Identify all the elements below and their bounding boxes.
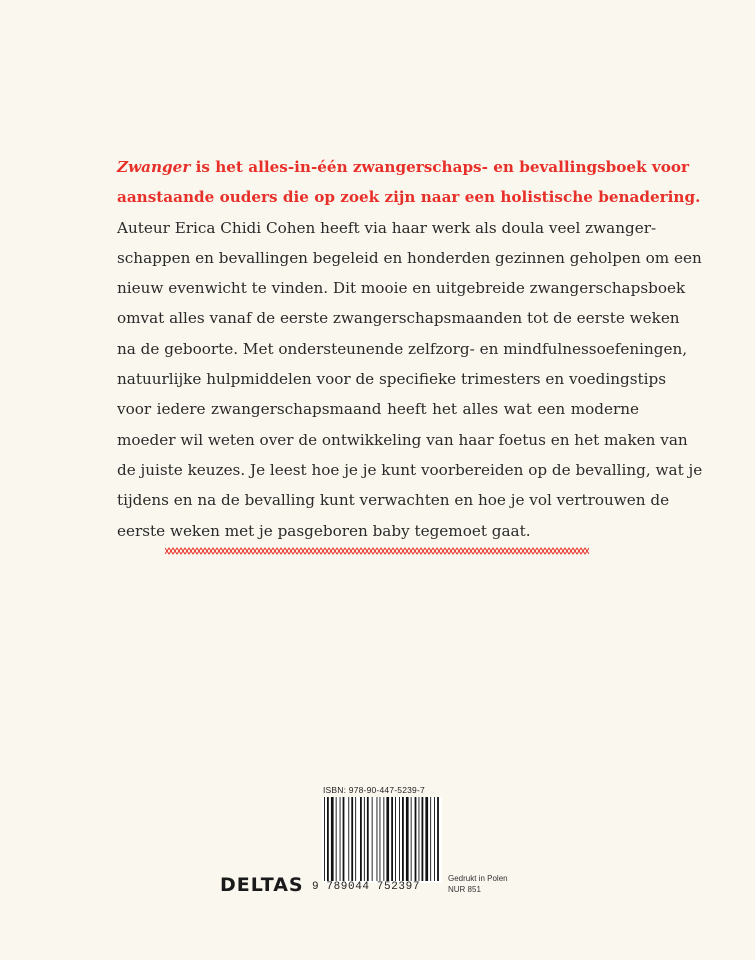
publisher-logo: DELTAS <box>220 874 304 896</box>
barcode <box>322 797 442 883</box>
printed-in-text: Gedrukt in Polen <box>448 874 508 883</box>
isbn-label: ISBN: 978-90-447-5239-7 <box>323 785 425 795</box>
body-line: de juiste keuzes. Je leest hoe je je kunt voorbereiden op de bevalling, wat je <box>117 460 703 479</box>
book-title: Zwanger <box>117 158 191 176</box>
body-line: Auteur Erica Chidi Cohen heeft via haar werk als doula veel zwanger- <box>117 218 657 237</box>
body-line: omvat alles vanaf de eerste zwangerschapsmaanden tot de eerste weken <box>117 309 680 328</box>
nur-code: NUR 851 <box>448 885 481 894</box>
body-line: voor iedere zwangerschapsmaand heeft het alles wat een moderne <box>117 400 639 419</box>
back-cover-blurb <box>117 152 703 546</box>
barcode-digits: 9 789044 752397 <box>312 881 421 893</box>
body-line: tijdens en na de bevalling kunt verwachten en hoe je vol vertrouwen de <box>117 491 670 510</box>
decorative-zigzag-divider <box>165 547 589 555</box>
imprint-info <box>448 873 508 895</box>
body-line: na de geboorte. Met ondersteunende zelfzorg- en mindfulnessoefeningen, <box>117 339 688 358</box>
lead-line-1: Zwanger is het alles-in-één zwangerschaps- en bevallingsboek voor <box>117 158 689 176</box>
body-line: moeder wil weten over de ontwikkeling van haar foetus en het maken van <box>117 430 688 449</box>
lead-line-2: aanstaande ouders die op zoek zijn naar een holistische benadering. <box>117 188 701 207</box>
body-line: nieuw evenwicht te vinden. Dit mooie en uitgebreide zwangerschapsboek <box>117 279 686 298</box>
body-line: natuurlijke hulpmiddelen voor de specifieke trimesters en voedingstips <box>117 370 667 389</box>
body-line: schappen en bevallingen begeleid en honderden gezinnen geholpen om een <box>117 248 702 267</box>
body-line: eerste weken met je pasgeboren baby tegemoet gaat. <box>117 521 531 540</box>
